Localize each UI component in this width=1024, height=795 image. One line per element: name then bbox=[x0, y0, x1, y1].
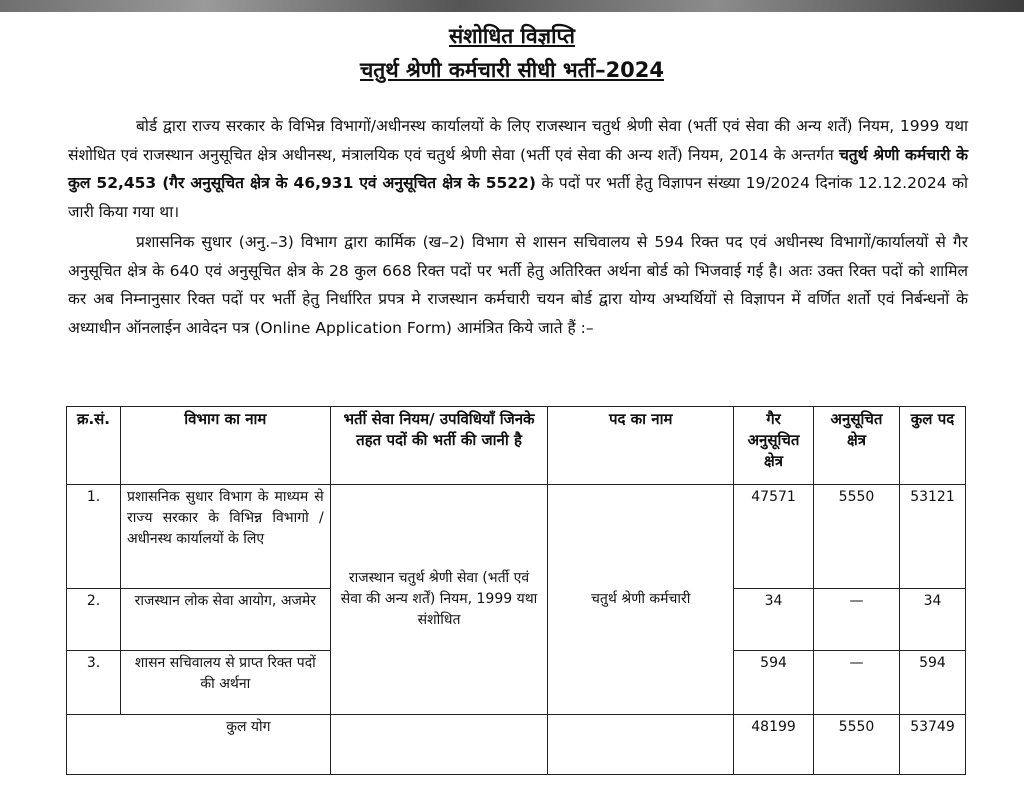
row-3-sno: 3. bbox=[67, 651, 121, 715]
paragraph-1-bold: चतुर्थ श्रेणी कर्मचारी के कुल 52,453 (गैर अनुसूचित क्षेत्र के 46,931 एवं अनुसूचित क्षेत्र के 5522) bbox=[68, 145, 968, 193]
total-label bbox=[67, 715, 331, 775]
header-rules: भर्ती सेवा नियम/ उपविधियॉं जिनके तहत पदों की भर्ती की जानी है bbox=[330, 407, 548, 485]
paragraph-2-text: प्रशासनिक सुधार (अनु.–3) विभाग द्वारा कार्मिक (ख–2) विभाग से शासन सचिवालय से 594 रिक्त पद एवं अधीनस्थ विभागों/कार्यालयों से गैर अनुसूचित क्षेत्र के 640 एवं अनुसूचित क्षेत्र के 28 कुल 668 रिक्त पदों पर भर्ती हेतु अतिरिक्त अर्थना बोर्ड को भिजवाई गई है। अतः उक्त रिक्त पदों को शामिल कर अब निम्नानुसार रिक्त पदों पर भर्ती हेतु निर्धारित प्रपत्र मे राजस्थान कर्मचारी चयन बोर्ड द्वारा योग्य अभ्यर्थियों से विज्ञापन में वर्णित शर्तो एवं निर्बन्धनों के अध्याधीन ऑनलाईन आवेदन पत्र (Online Application Form) आमंत्रित किये जाते हैं :– bbox=[68, 233, 968, 337]
total-nonscheduled: 48199 bbox=[734, 715, 814, 775]
row-2-sno: 2. bbox=[67, 589, 121, 651]
total-post-empty bbox=[548, 715, 734, 775]
row-1-scheduled: 5550 bbox=[814, 485, 900, 589]
total-label-text: कुल योग bbox=[226, 719, 271, 735]
row-2-nonscheduled: 34 bbox=[734, 589, 814, 651]
row-2-scheduled: — bbox=[814, 589, 900, 651]
row-3-scheduled: — bbox=[814, 651, 900, 715]
notice-title: संशोधित विज्ञप्ति bbox=[448, 24, 575, 48]
row-3-nonscheduled: 594 bbox=[734, 651, 814, 715]
header-scheduled: अनुसूचित क्षेत्र bbox=[814, 407, 900, 485]
header-post: पद का नाम bbox=[548, 407, 734, 485]
row-1-sno: 1. bbox=[67, 485, 121, 589]
vacancy-table bbox=[66, 406, 966, 775]
paragraph-1-part-a: बोर्ड द्वारा राज्य सरकार के विभिन्न विभागों/अधीनस्थ कार्यालयों के लिए राजस्थान चतुर्थ श्रेणी सेवा (भर्ती एवं सेवा की अन्य शर्तें) नियम, 1999 यथा संशोधित एवं राजस्थान अनुसूचित क्षेत्र अधीनस्थ, मंत्रालयिक एवं चतुर्थ श्रेणी सेवा (भर्ती एवं सेवा की अन्य शर्तें) नियम, 2014 के अन्तर्गत bbox=[68, 117, 968, 164]
row-1-nonscheduled: 47571 bbox=[734, 485, 814, 589]
top-image-strip bbox=[0, 0, 1024, 12]
row-1-total: 53121 bbox=[899, 485, 965, 589]
header-dept: विभाग का नाम bbox=[120, 407, 330, 485]
row-1-dept: प्रशासनिक सुधार विभाग के माध्यम से राज्य सरकार के विभिन्न विभागो /अधीनस्थ कार्यालयों के लिए bbox=[120, 485, 330, 589]
header-nonscheduled: गैर अनुसूचित क्षेत्र bbox=[734, 407, 814, 485]
paragraph-1-part-b: के पदों पर भर्ती हेतु विज्ञापन संख्या 19/2024 दिनांक 12.12.2024 को जारी किया गया था। bbox=[68, 174, 968, 221]
total-rules-empty bbox=[330, 715, 548, 775]
row-3-dept: शासन सचिवालय से प्राप्त रिक्त पदों की अर्थना bbox=[120, 651, 330, 715]
table-total-row bbox=[67, 715, 966, 775]
row-2-dept: राजस्थान लोक सेवा आयोग, अजमेर bbox=[120, 589, 330, 651]
rules-cell: राजस्थान चतुर्थ श्रेणी सेवा (भर्ती एवं सेवा की अन्य शर्तें) नियम, 1999 यथा संशोधित bbox=[330, 485, 548, 715]
table-header-row bbox=[67, 407, 966, 485]
row-2-total: 34 bbox=[899, 589, 965, 651]
notice-subtitle: चतुर्थ श्रेणी कर्मचारी सीधी भर्ती–2024 bbox=[359, 58, 665, 82]
header-sno: क्र.सं. bbox=[67, 407, 121, 485]
total-scheduled: 5550 bbox=[814, 715, 900, 775]
paragraph-1 bbox=[68, 112, 968, 226]
row-3-total: 594 bbox=[899, 651, 965, 715]
paragraph-2 bbox=[68, 228, 968, 342]
header-total: कुल पद bbox=[899, 407, 965, 485]
table-row bbox=[67, 485, 966, 589]
total-total: 53749 bbox=[899, 715, 965, 775]
post-cell: चतुर्थ श्रेणी कर्मचारी bbox=[548, 485, 734, 715]
